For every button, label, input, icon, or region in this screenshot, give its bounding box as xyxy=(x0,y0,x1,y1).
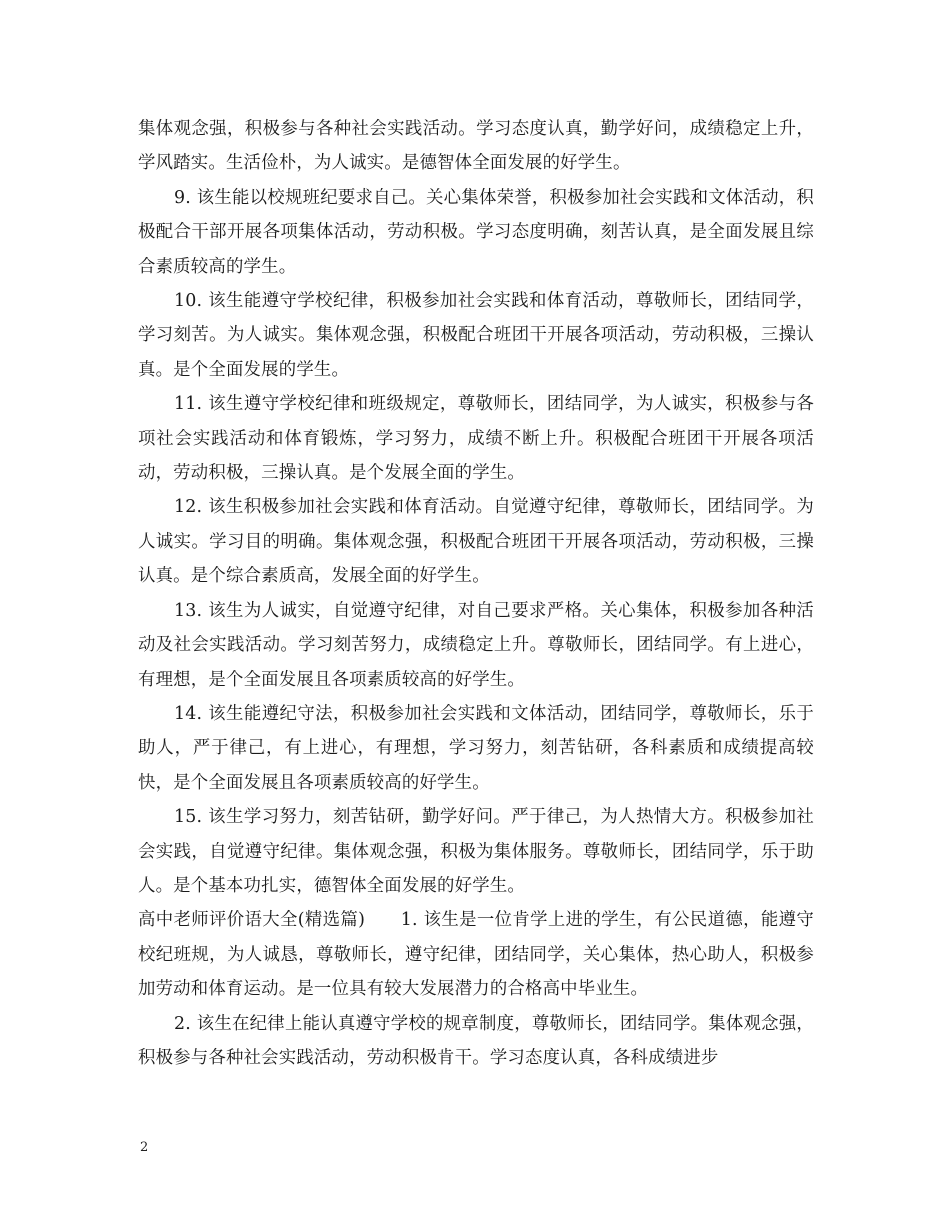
paragraph-item-2: 2. 该生在纪律上能认真遵守学校的规章制度，尊敬师长，团结同学。集体观念强，积极参与各种社会实践活动，劳动积极肯干。学习态度认真，各科成绩进步 xyxy=(138,1013,814,1068)
paragraph-item-11: 11. 该生遵守学校纪律和班级规定，尊敬师长，团结同学，为人诚实，积极参与各项社会实践活动和体育锻炼，学习努力，成绩不断上升。积极配合班团干开展各项活动，劳动积极，三操认真。是个发展全面的学生。 xyxy=(138,394,814,484)
page-number: 2 xyxy=(140,1140,149,1155)
document-body xyxy=(138,112,814,1075)
section-heading-paragraph: 高中老师评价语大全(精选篇) 1. 该生是一位肯学上进的学生，有公民道德，能遵守校纪班规，为人诚恳，尊敬师长，遵守纪律，团结同学，关心集体，热心助人，积极参加劳动和体育运动。是一位具有较大发展潜力的合格高中毕业生。 xyxy=(138,910,814,1000)
paragraph-item-10: 10. 该生能遵守学校纪律，积极参加社会实践和体育活动，尊敬师长，团结同学，学习刻苦。为人诚实。集体观念强，积极配合班团干开展各项活动，劳动积极，三操认真。是个全面发展的学生。 xyxy=(138,291,814,380)
paragraph-continued: 集体观念强，积极参与各种社会实践活动。学习态度认真，勤学好问，成绩稳定上升，学风踏实。生活俭朴，为人诚实。是德智体全面发展的好学生。 xyxy=(138,119,814,174)
paragraph-item-15: 15. 该生学习努力，刻苦钻研，勤学好问。严于律己，为人热情大方。积极参加社会实践，自觉遵守纪律。集体观念强，积极为集体服务。尊敬师长，团结同学，乐于助人。是个基本功扎实，德智体全面发展的好学生。 xyxy=(138,807,814,896)
paragraph-item-13: 13. 该生为人诚实，自觉遵守纪律，对自己要求严格。关心集体，积极参加各种活动及社会实践活动。学习刻苦努力，成绩稳定上升。尊敬师长，团结同学。有上进心，有理想，是个全面发展且各项素质较高的好学生。 xyxy=(138,600,814,690)
paragraph-item-12: 12. 该生积极参加社会实践和体育活动。自觉遵守纪律，尊敬师长，团结同学。为人诚实。学习目的明确。集体观念强，积极配合班团干开展各项活动，劳动积极，三操认真。是个综合素质高，发展全面的好学生。 xyxy=(138,497,814,587)
paragraph-item-9: 9. 该生能以校规班纪要求自己。关心集体荣誉，积极参加社会实践和文体活动，积极配合干部开展各项集体活动，劳动积极。学习态度明确，刻苦认真，是全面发展且综合素质较高的学生。 xyxy=(138,187,814,277)
paragraph-item-14: 14. 该生能遵纪守法，积极参加社会实践和文体活动，团结同学，尊敬师长，乐于助人，严于律己，有上进心，有理想，学习努力，刻苦钻研，各科素质和成绩提高较快，是个全面发展且各项素质较高的好学生。 xyxy=(138,703,814,793)
